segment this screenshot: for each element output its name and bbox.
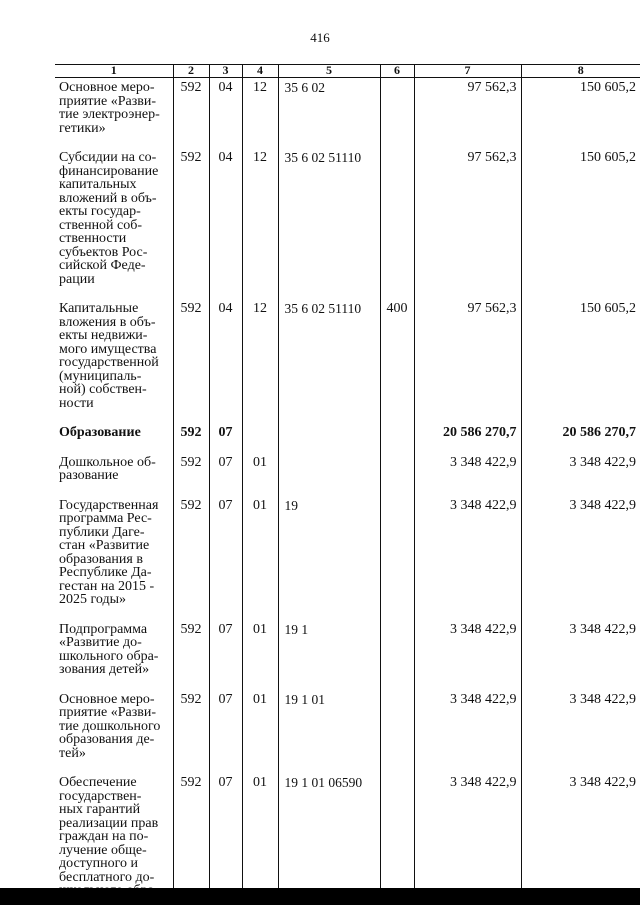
row-name-line: Дошкольное об- [59, 454, 156, 470]
subsection-code-cell: 12 [242, 286, 278, 410]
section-code-cell: 07 [209, 607, 242, 677]
target-article-cell: 19 1 01 [278, 677, 380, 761]
section-code-cell: 04 [209, 286, 242, 410]
section-code-cell: 07 [209, 483, 242, 607]
row-name-line: Подпрограмма [59, 621, 148, 637]
row-name-cell [55, 607, 173, 677]
row-name-line: екты государ- [59, 204, 141, 219]
amount-year1-cell: 3 348 422,9 [414, 440, 521, 483]
row-name-line: бесплатного до- [59, 869, 155, 885]
row-name-line: екты недвижи- [59, 328, 148, 343]
target-article-cell: 19 1 01 06590 [278, 760, 380, 898]
ministry-code-cell: 592 [173, 483, 209, 607]
row-name-line: приятие «Разви- [59, 705, 157, 720]
amount-year1-cell: 97 562,3 [414, 135, 521, 286]
row-name-line: рации [59, 271, 95, 287]
expense-type-cell [380, 410, 414, 440]
scan-edge-bar [0, 888, 640, 905]
target-article-cell: 19 1 [278, 607, 380, 677]
ministry-code-cell: 592 [173, 410, 209, 440]
row-name-line: ности [59, 395, 94, 411]
target-article-cell: 35 6 02 51110 [278, 286, 380, 410]
amount-year2-cell: 3 348 422,9 [521, 483, 640, 607]
row-name-line: образования де- [59, 732, 155, 747]
table-row [55, 410, 640, 440]
subsection-code-cell: 12 [242, 135, 278, 286]
row-name-line: гетики» [59, 120, 106, 136]
section-code-cell: 04 [209, 78, 242, 136]
expense-type-cell [380, 760, 414, 898]
table-row [55, 286, 640, 410]
ministry-code-cell: 592 [173, 607, 209, 677]
row-name-line: тей» [59, 745, 86, 761]
table-row [55, 677, 640, 761]
row-name-line: реализации прав [59, 815, 159, 831]
row-name-line: Основное меро- [59, 80, 155, 95]
row-name-cell [55, 286, 173, 410]
row-name-line: субъектов Рос- [59, 244, 148, 260]
target-article-cell: 35 6 02 [278, 78, 380, 136]
row-name-line: лучение обще- [59, 842, 147, 858]
column-header: 2 [173, 65, 209, 78]
row-name-line: мого имущества [59, 341, 157, 357]
row-name-line: Капитальные [59, 301, 139, 316]
row-name-line: Образование [59, 425, 141, 440]
row-name-line: приятие «Разви- [59, 93, 157, 109]
ministry-code-cell: 592 [173, 760, 209, 898]
row-name-line: ственной соб- [59, 217, 143, 233]
amount-year2-cell: 20 586 270,7 [521, 410, 640, 440]
amount-year2-cell: 150 605,2 [521, 286, 640, 410]
row-name-line: государственной [59, 355, 159, 370]
subsection-code-cell: 01 [242, 677, 278, 761]
row-name-line: ственности [59, 231, 127, 246]
table-row [55, 607, 640, 677]
expense-type-cell [380, 483, 414, 607]
subsection-code-cell: 01 [242, 760, 278, 898]
column-header: 3 [209, 65, 242, 78]
row-name-line: школьного обра- [59, 648, 159, 664]
row-name-line: стан «Развитие [59, 538, 150, 553]
row-name-line: программа Рес- [59, 511, 152, 526]
row-name-line: вложения в объ- [59, 314, 156, 330]
subsection-code-cell: 01 [242, 607, 278, 677]
section-code-cell: 07 [209, 440, 242, 483]
row-name-line: государствен- [59, 788, 142, 804]
row-name-line: «Развитие до- [59, 635, 142, 650]
target-article-cell [278, 440, 380, 483]
target-article-cell: 19 [278, 483, 380, 607]
row-name-line: граждан на по- [59, 829, 149, 844]
row-name-cell [55, 760, 173, 898]
target-article-cell: 35 6 02 51110 [278, 135, 380, 286]
column-header: 1 [55, 65, 173, 78]
row-name-line: финансирование [59, 163, 159, 179]
row-name-line: Государственная [59, 497, 159, 513]
row-name-line: ной) собствен- [59, 382, 147, 397]
ministry-code-cell: 592 [173, 677, 209, 761]
amount-year1-cell: 3 348 422,9 [414, 760, 521, 898]
expense-type-cell [380, 607, 414, 677]
row-name-line: образования в [59, 551, 143, 567]
column-header: 5 [278, 65, 380, 78]
subsection-code-cell: 01 [242, 440, 278, 483]
row-name-line: сийской Феде- [59, 258, 146, 273]
page-number: 416 [310, 30, 330, 45]
amount-year2-cell: 3 348 422,9 [521, 677, 640, 761]
amount-year1-cell: 3 348 422,9 [414, 607, 521, 677]
target-article-cell [278, 410, 380, 440]
row-name-cell [55, 440, 173, 483]
column-header: 4 [242, 65, 278, 78]
amount-year2-cell: 150 605,2 [521, 135, 640, 286]
table-body [55, 78, 640, 898]
amount-year2-cell: 3 348 422,9 [521, 607, 640, 677]
row-name-cell [55, 483, 173, 607]
row-name-line: капитальных [59, 177, 137, 192]
amount-year1-cell: 3 348 422,9 [414, 483, 521, 607]
expense-type-cell [380, 78, 414, 136]
ministry-code-cell: 592 [173, 135, 209, 286]
row-name-cell [55, 135, 173, 286]
expense-type-cell [380, 677, 414, 761]
amount-year1-cell: 20 586 270,7 [414, 410, 521, 440]
section-code-cell: 07 [209, 760, 242, 898]
amount-year2-cell: 150 605,2 [521, 78, 640, 136]
ministry-code-cell: 592 [173, 440, 209, 483]
column-header: 7 [414, 65, 521, 78]
row-name-line: Обеспечение [59, 775, 137, 790]
budget-table [55, 64, 640, 898]
section-code-cell: 07 [209, 410, 242, 440]
amount-year2-cell: 3 348 422,9 [521, 760, 640, 898]
expense-type-cell [380, 440, 414, 483]
row-name-cell [55, 78, 173, 136]
amount-year1-cell: 3 348 422,9 [414, 677, 521, 761]
row-name-line: разование [59, 468, 119, 483]
row-name-cell [55, 677, 173, 761]
row-name-line: Основное меро- [59, 691, 155, 707]
row-name-line: Республике Да- [59, 565, 152, 580]
column-header: 8 [521, 65, 640, 78]
row-name-line: зования детей» [59, 662, 150, 677]
section-code-cell: 04 [209, 135, 242, 286]
row-name-line: 2025 годы» [59, 592, 127, 607]
subsection-code-cell: 12 [242, 78, 278, 136]
row-name-line: тие дошкольного [59, 718, 161, 734]
row-name-line: публики Даге- [59, 524, 145, 540]
row-name-cell [55, 410, 173, 440]
row-name-line: Субсидии на со- [59, 150, 157, 165]
row-name-line: тие электроэнер- [59, 107, 160, 122]
table-row [55, 440, 640, 483]
expense-type-cell [380, 135, 414, 286]
table-row [55, 78, 640, 136]
subsection-code-cell: 01 [242, 483, 278, 607]
table-row [55, 483, 640, 607]
row-name-line: вложений в объ- [59, 190, 157, 206]
table-row [55, 135, 640, 286]
column-header: 6 [380, 65, 414, 78]
row-name-line: ных гарантий [59, 802, 141, 817]
column-number-header [55, 65, 640, 78]
expense-type-cell: 400 [380, 286, 414, 410]
ministry-code-cell: 592 [173, 78, 209, 136]
table-row [55, 760, 640, 898]
section-code-cell: 07 [209, 677, 242, 761]
amount-year2-cell: 3 348 422,9 [521, 440, 640, 483]
amount-year1-cell: 97 562,3 [414, 286, 521, 410]
row-name-line: доступного и [59, 856, 138, 871]
ministry-code-cell: 592 [173, 286, 209, 410]
row-name-line: (муниципаль- [59, 368, 142, 384]
subsection-code-cell [242, 410, 278, 440]
row-name-line: гестан на 2015 - [59, 578, 155, 594]
amount-year1-cell: 97 562,3 [414, 78, 521, 136]
